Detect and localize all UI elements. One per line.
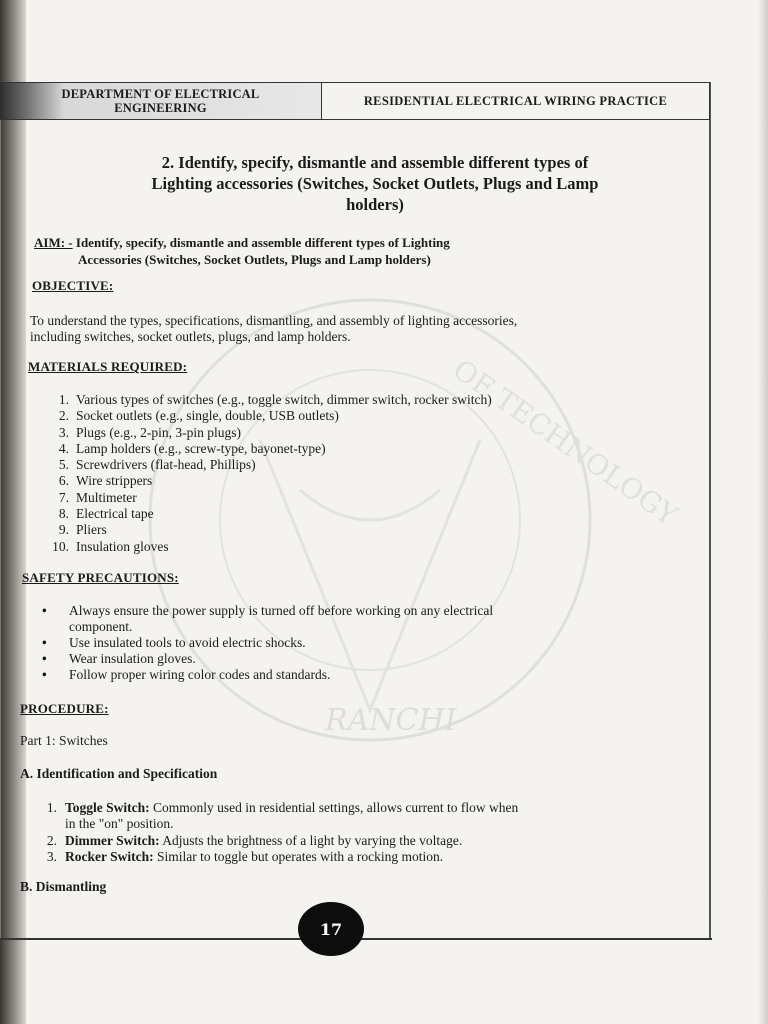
experiment-title	[70, 152, 680, 215]
list-item: 8. Electrical tape	[58, 506, 154, 522]
aim-line-1: Identify, specify, dismantle and assemble different types of Lighting	[72, 235, 450, 250]
list-item: • Follow proper wiring color codes and standards.	[42, 667, 331, 682]
objective-line-1: To understand the types, specifications, dismantling, and assembly of lighting accessories,	[30, 313, 518, 328]
switch-types-list	[28, 800, 648, 865]
department-line-1: DEPARTMENT OF ELECTRICAL	[61, 87, 260, 101]
objective-text	[30, 313, 650, 345]
list-item: • Always ensure the power supply is turned off before working on any electrical component.	[42, 603, 494, 634]
title-line-2: Lighting accessories (Switches, Socket Outlets, Plugs and Lamp	[151, 174, 599, 193]
course-cell	[322, 83, 709, 119]
materials-list	[24, 392, 492, 555]
list-item: 3. Plugs (e.g., 2-pin, 3-pin plugs)	[58, 424, 241, 440]
aim-section	[34, 234, 634, 268]
list-item: 1. Toggle Switch: Commonly used in residential settings, allows current to flow when in the "on" position.	[46, 800, 519, 832]
page-header	[0, 82, 710, 120]
list-item: 2. Socket outlets (e.g., single, double, USB outlets)	[58, 408, 339, 424]
aim-label: AIM: -	[34, 235, 73, 250]
list-item: • Wear insulation gloves.	[42, 651, 196, 666]
list-item: 10. Insulation gloves	[52, 538, 169, 554]
safety-heading: SAFETY PRECAUTIONS:	[22, 570, 179, 585]
aim-line-2: Accessories (Switches, Socket Outlets, Plugs and Lamp holders)	[78, 252, 431, 267]
part-1-label: Part 1: Switches	[20, 733, 108, 748]
list-item: 4. Lamp holders (e.g., screw-type, bayonet-type)	[58, 440, 326, 456]
objective-heading: OBJECTIVE:	[32, 278, 114, 293]
watermark-city-text: RANCHI	[325, 703, 457, 738]
list-item: 3. Rocker Switch: Similar to toggle but operates with a rocking motion.	[46, 848, 444, 864]
department-line-2: ENGINEERING	[114, 101, 207, 115]
objective-line-2: including switches, socket outlets, plugs, and lamp holders.	[30, 329, 351, 344]
section-a-heading: A. Identification and Specification	[20, 766, 218, 781]
section-b-heading: B. Dismantling	[20, 879, 107, 894]
list-item: 6. Wire strippers	[58, 473, 153, 489]
list-item: • Use insulated tools to avoid electric shocks.	[42, 635, 306, 650]
list-item: 9. Pliers	[58, 522, 107, 538]
list-item: 5. Screwdrivers (flat-head, Phillips)	[58, 457, 256, 473]
page-number: 17	[319, 919, 343, 939]
watermark-arc-text: OF TECHNOLOGY	[446, 352, 684, 533]
list-item: 2. Dimmer Switch: Adjusts the brightness of a light by varying the voltage.	[46, 832, 463, 848]
frame-right-border	[709, 82, 711, 939]
safety-list	[42, 603, 642, 683]
course-title: RESIDENTIAL ELECTRICAL WIRING PRACTICE	[363, 93, 668, 108]
materials-heading: MATERIALS REQUIRED:	[28, 359, 188, 374]
list-item: 1. Various types of switches (e.g., toggle switch, dimmer switch, rocker switch)	[58, 392, 492, 407]
department-cell	[0, 83, 322, 119]
page-number-badge	[298, 902, 364, 956]
title-line-1: 2. Identify, specify, dismantle and assemble different types of	[161, 153, 589, 172]
title-line-3: holders)	[346, 195, 404, 214]
list-item: 7. Multimeter	[58, 489, 137, 505]
procedure-heading: PROCEDURE:	[20, 701, 109, 716]
frame-left-border	[0, 82, 1, 939]
